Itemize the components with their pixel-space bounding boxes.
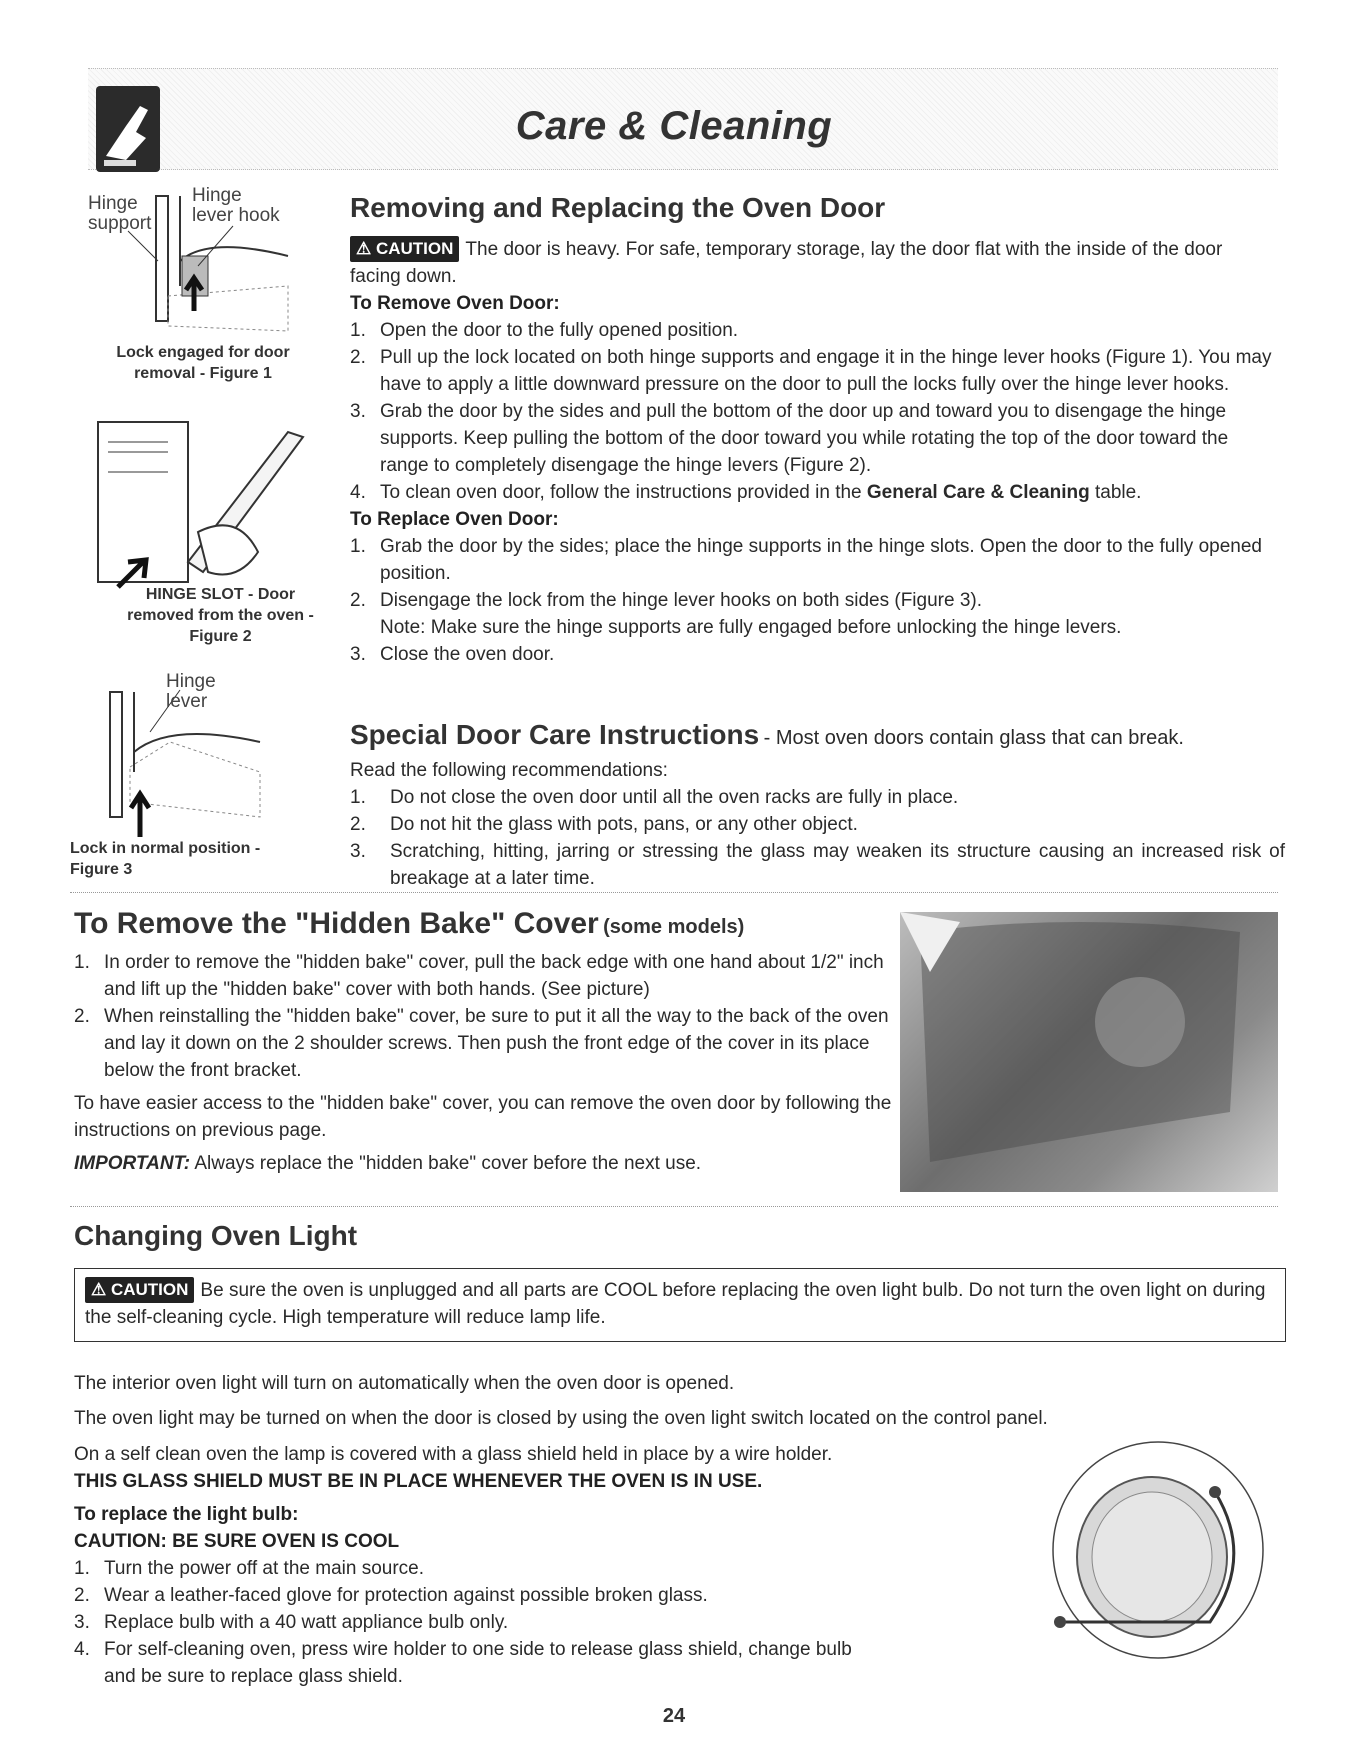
remove-door-heading: To Remove Oven Door: — [350, 293, 560, 314]
special-care-section — [350, 718, 1285, 892]
list-item: 3. Scratching, hitting, jarring or stressing the glass may weaken its structure causing an increased risk of breakage at a later time. — [350, 841, 1285, 889]
door-caution: ⚠ CAUTION The door is heavy. For safe, temporary storage, lay the door flat with the inside of the door facing down. — [350, 236, 1275, 290]
replace-bulb-steps — [74, 1555, 994, 1690]
figure-1 — [88, 185, 318, 382]
special-care-steps — [350, 784, 1285, 892]
label-hinge-lever-hook: Hinge lever hook — [192, 185, 280, 226]
replace-door-steps — [350, 533, 1275, 668]
list-item: 3. Replace bulb with a 40 watt appliance bulb only. — [74, 1612, 509, 1633]
list-item: 1. Open the door to the fully opened position. — [350, 320, 739, 341]
figure-2-caption: HINGE SLOT - Door removed from the oven - Figure 2 — [127, 586, 314, 645]
remove-door-steps — [350, 317, 1275, 506]
hidden-bake-photo — [900, 912, 1278, 1192]
list-item: 1. Grab the door by the sides; place the hinge supports in the hinge slots. Open the door to the fully opened position. — [350, 536, 1262, 584]
list-item: 4. To clean oven door, follow the instructions provided in the General Care & Cleaning table. — [350, 482, 1142, 503]
replace-note: Note: Make sure the hinge supports are fully engaged before unlocking the hinge levers. — [380, 617, 1122, 638]
list-item: 1. Do not close the oven door until all the oven racks are fully in place. — [350, 787, 959, 808]
list-item: 2. Pull up the lock located on both hinge supports and engage it in the hinge lever hooks (Figure 1). You may have to apply a little downward pressure on the door to pull the locks fully over the hinge lever hooks. — [350, 347, 1272, 395]
list-item: 2. Disengage the lock from the hinge lever hooks on both sides (Figure 3). Note: Make sure the hinge supports are fully engaged before unlocking the hinge levers. — [350, 590, 1122, 638]
oven-light-para3: On a self clean oven the lamp is covered with a glass shield held in place by a wire holder. — [74, 1444, 833, 1465]
page-number: 24 — [662, 1705, 686, 1727]
replace-bulb-caution: CAUTION: BE SURE OVEN IS COOL — [74, 1531, 400, 1552]
hidden-bake-important: IMPORTANT: Always replace the "hidden bake" cover before the next use. — [74, 1153, 702, 1174]
oven-light-para2: The oven light may be turned on when the door is closed by using the oven light switch located on the control panel. — [74, 1408, 1048, 1429]
oven-light-warning: THIS GLASS SHIELD MUST BE IN PLACE WHENEVER THE OVEN IS IN USE. — [74, 1471, 763, 1492]
special-care-title-suffix: - Most oven doors contain glass that can break. — [763, 727, 1184, 749]
oven-light-body — [74, 1370, 1284, 1432]
special-care-intro: Read the following recommendations: — [350, 760, 668, 781]
special-care-title: Special Door Care Instructions — [350, 719, 760, 750]
caution-badge: ⚠ CAUTION — [85, 1277, 194, 1303]
figure-2 — [88, 412, 323, 652]
list-item: 3. Close the oven door. — [350, 644, 555, 665]
list-item: 3. Grab the door by the sides and pull the bottom of the door up and toward you to disengage the hinge supports. Keep pulling the bottom of the door toward you while rotating the top of the door toward the range to completely disengage the hinge levers (Figure 2). — [350, 401, 1229, 476]
list-item: 1. Turn the power off at the main source. — [74, 1558, 425, 1579]
oven-light-para1: The interior oven light will turn on automatically when the oven door is opened. — [74, 1373, 735, 1394]
replace-door-heading: To Replace Oven Door: — [350, 509, 559, 530]
special-care-body — [350, 757, 1285, 892]
replace-bulb-heading: To replace the light bulb: — [74, 1504, 299, 1525]
list-item: 4. For self-cleaning oven, press wire holder to one side to release glass shield, change bulb and be sure to replace glass shield. — [74, 1639, 852, 1687]
list-item: 1. In order to remove the "hidden bake" cover, pull the back edge with one hand about 1/2" inch and lift up the "hidden bake" cover with both hands. (See picture) — [74, 952, 884, 1000]
figure-1-caption: Lock engaged for door removal - Figure 1 — [116, 344, 290, 382]
hidden-bake-section — [74, 904, 894, 1177]
hidden-bake-steps — [74, 949, 894, 1084]
oven-light-caution-box: ⚠ CAUTION Be sure the oven is unplugged and all parts are COOL before replacing the oven light bulb. Do not turn the oven light on during the self-cleaning cycle. High temperature will reduce lamp life. — [74, 1268, 1286, 1342]
divider — [70, 892, 1278, 893]
label-hinge-support: Hinge support — [88, 193, 152, 234]
door-section-body — [350, 236, 1275, 668]
list-item: 2. When reinstalling the "hidden bake" cover, be sure to put it all the way to the back of the oven and lay it down on the 2 shoulder screws. Then push the front edge of the cover in its place below the front bracket. — [74, 1006, 889, 1081]
page-title: Care & Cleaning — [515, 104, 833, 148]
caution-badge: ⚠ CAUTION — [350, 236, 459, 262]
hidden-bake-title-suffix: (some models) — [603, 916, 745, 938]
hidden-bake-para: To have easier access to the "hidden bake" cover, you can remove the oven door by following the instructions on previous page. — [74, 1093, 892, 1141]
divider — [70, 1206, 1278, 1207]
oven-light-replace — [74, 1441, 994, 1690]
hidden-bake-title: To Remove the "Hidden Bake" Cover — [74, 907, 599, 940]
figure-3 — [70, 672, 320, 882]
figure-3-caption: Lock in normal position - Figure 3 — [70, 840, 261, 878]
oven-light-title: Changing Oven Light — [74, 1220, 358, 1251]
label-hinge-lever: Hinge lever — [166, 671, 216, 712]
hidden-bake-body — [74, 949, 894, 1177]
hidden-bake-title-line — [74, 904, 894, 949]
list-item: 2. Wear a leather-faced glove for protection against possible broken glass. — [74, 1585, 708, 1606]
special-care-title-line — [350, 718, 1285, 757]
door-section-title: Removing and Replacing the Oven Door — [350, 192, 886, 223]
list-item: 2. Do not hit the glass with pots, pans, or any other object. — [350, 814, 858, 835]
light-shield-figure — [1040, 1432, 1270, 1662]
